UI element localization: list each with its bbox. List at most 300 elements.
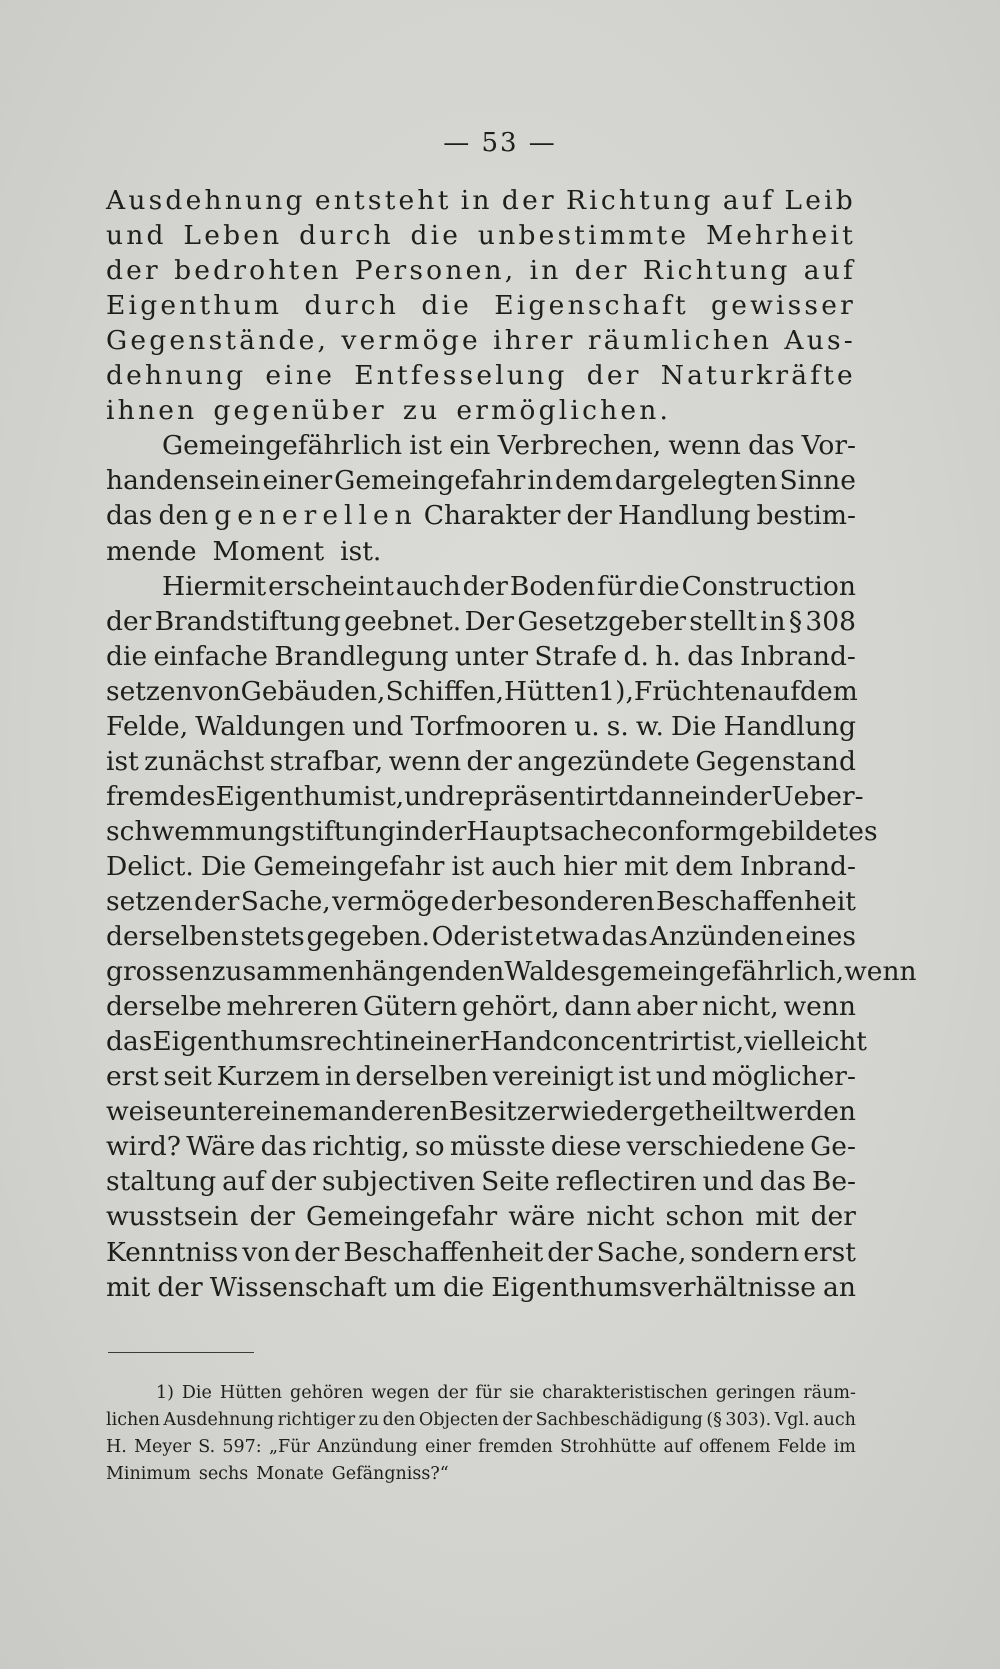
word: durch xyxy=(304,290,400,322)
word: lichen xyxy=(106,1410,160,1430)
word: wird? xyxy=(106,1131,181,1163)
word: das xyxy=(260,1131,307,1163)
word: der xyxy=(501,185,557,216)
word: wegen xyxy=(371,1383,430,1403)
word: fremdes xyxy=(106,780,216,812)
word: charakteristischen xyxy=(542,1383,708,1403)
word: nicht, xyxy=(702,991,779,1023)
word: 1) xyxy=(156,1383,174,1403)
word: und xyxy=(655,1061,707,1093)
word: Hiermit xyxy=(162,570,267,602)
word: der xyxy=(547,1236,593,1268)
word: der xyxy=(157,1271,203,1303)
word: eines xyxy=(785,921,856,953)
word: Gefängniss?“ xyxy=(331,1464,449,1484)
word: strafbar, xyxy=(269,745,384,777)
word: und xyxy=(352,710,404,742)
word: der xyxy=(450,886,496,917)
word: zusammenhängenden xyxy=(211,956,505,988)
word: s. xyxy=(606,710,629,742)
word: Früchten xyxy=(633,675,758,707)
text-line xyxy=(106,1270,856,1306)
word: Sache, xyxy=(240,886,331,917)
word: Hütten xyxy=(219,1383,283,1403)
word: auf xyxy=(663,1437,692,1457)
word: aber xyxy=(636,991,698,1023)
word: Naturkräfte xyxy=(660,360,856,392)
word: Beschaffenheit xyxy=(656,886,856,917)
word: repräsentirt xyxy=(455,780,618,812)
word: der xyxy=(725,780,772,812)
text-line xyxy=(106,639,856,675)
text-line xyxy=(106,498,856,534)
word: anderen xyxy=(337,1096,449,1128)
word: erscheint xyxy=(268,570,394,602)
word: richtiger xyxy=(277,1410,356,1430)
word: der xyxy=(810,1201,856,1233)
word: 1), xyxy=(598,675,634,707)
word: ermöglichen. xyxy=(456,395,672,427)
word: wenn xyxy=(783,991,856,1023)
word: ist xyxy=(500,921,534,953)
word: getheilt xyxy=(651,1096,756,1128)
word: Handlung xyxy=(723,710,856,742)
word: grossen xyxy=(106,956,212,988)
word: seit xyxy=(163,1061,212,1093)
word: die xyxy=(421,290,473,322)
word: subjectiven xyxy=(321,1166,476,1198)
word: den xyxy=(382,1410,416,1430)
word: Gütern xyxy=(363,991,458,1023)
word: in xyxy=(384,1026,410,1058)
word: die xyxy=(443,1271,485,1303)
word: Die xyxy=(670,710,717,742)
word: der xyxy=(194,886,240,917)
word: sechs xyxy=(198,1464,249,1484)
word: Inbrand- xyxy=(740,850,856,882)
word: von xyxy=(192,675,241,707)
text-line xyxy=(106,604,856,640)
word: in xyxy=(460,185,493,216)
word: weise xyxy=(106,1096,183,1128)
word: gemeingefährlich, xyxy=(599,956,845,988)
word: Waldes xyxy=(504,956,600,988)
word: einfache xyxy=(153,640,268,672)
word: mit xyxy=(106,1271,151,1303)
word: müsste xyxy=(449,1131,546,1163)
word: bedrohten xyxy=(174,255,342,287)
word: wenn xyxy=(668,430,741,462)
word: stellt xyxy=(689,605,757,637)
word: Gesetzgeber xyxy=(517,605,687,637)
word: h. xyxy=(655,640,681,672)
word: in xyxy=(529,255,562,287)
word: an xyxy=(823,1271,856,1303)
page-number: — 53 — xyxy=(443,128,557,158)
word: und xyxy=(106,220,167,252)
word: zu xyxy=(358,1410,380,1430)
word: Hand xyxy=(479,1026,553,1058)
word: ist xyxy=(409,430,443,462)
word: angezündete xyxy=(517,745,690,777)
word: ist, xyxy=(363,780,405,812)
word: Boden xyxy=(509,570,596,602)
word: entsteht xyxy=(314,185,452,216)
word: Sache, xyxy=(596,1236,687,1268)
word: handensein xyxy=(106,465,261,497)
word: Gemeingefahr xyxy=(253,850,445,882)
word: in xyxy=(527,465,553,497)
word: derselben xyxy=(106,921,239,953)
text-line xyxy=(106,989,856,1025)
word: Brandstiftung xyxy=(154,605,341,637)
text-line xyxy=(106,288,856,324)
word: das xyxy=(106,1026,153,1058)
word: auf xyxy=(222,1166,265,1198)
word: § xyxy=(788,605,803,637)
word: Die xyxy=(181,1383,212,1403)
word: 303). xyxy=(725,1410,772,1430)
word: Felde xyxy=(777,1437,827,1457)
word: ist xyxy=(451,850,485,882)
word: etwa xyxy=(534,921,600,953)
word: in xyxy=(325,1061,351,1093)
word: dargelegten xyxy=(614,465,778,497)
footnote-line xyxy=(106,1434,856,1460)
word: auf xyxy=(757,675,801,707)
word: im xyxy=(833,1437,856,1457)
text-line xyxy=(106,1059,856,1095)
word: geebnet. xyxy=(344,605,462,637)
word: geringen xyxy=(715,1383,796,1403)
word: Handlung xyxy=(617,500,751,532)
word: das xyxy=(687,640,734,672)
word: der xyxy=(270,1166,317,1198)
word: Ge- xyxy=(810,1131,856,1163)
word: derselben xyxy=(355,1061,489,1093)
word: wusstsein xyxy=(106,1201,239,1233)
text-line xyxy=(106,1199,856,1235)
word: ist, xyxy=(702,1026,745,1058)
text-line xyxy=(106,779,864,815)
word: mit xyxy=(623,850,669,882)
word: der xyxy=(421,815,467,847)
word: unter xyxy=(454,640,529,672)
word: Leben xyxy=(183,220,283,252)
word: hier xyxy=(563,850,617,882)
word: auf xyxy=(803,255,856,287)
word: der xyxy=(294,1236,340,1268)
word: einer xyxy=(262,465,333,497)
word: einer xyxy=(409,1026,480,1058)
word: Eigenschaft xyxy=(494,290,689,322)
text-line xyxy=(106,814,878,850)
word: Personen, xyxy=(354,255,517,287)
word: 308 xyxy=(805,605,856,637)
word: der xyxy=(106,605,152,637)
word: Gebäuden, xyxy=(240,675,386,707)
word: Eigenthumsrecht xyxy=(152,1026,385,1058)
word: conform xyxy=(626,815,739,847)
word: reflectiren xyxy=(555,1166,697,1198)
word: Hütten xyxy=(504,675,599,707)
word: concentrirt xyxy=(552,1026,703,1058)
word: unter xyxy=(182,1096,256,1128)
word: w. xyxy=(635,710,664,742)
word: richtig, xyxy=(312,1131,410,1163)
word: vermöge xyxy=(332,886,450,917)
word: Die xyxy=(200,850,247,882)
word: Be- xyxy=(811,1166,856,1198)
word: fremden xyxy=(478,1437,553,1457)
word: dem xyxy=(555,465,613,497)
word: zu xyxy=(402,395,441,427)
word: „Für xyxy=(268,1437,310,1457)
word: sie xyxy=(509,1383,535,1403)
word: generellen xyxy=(214,500,418,532)
word: Strohhütte xyxy=(560,1437,657,1457)
word: mehreren xyxy=(226,991,359,1023)
word: erst xyxy=(803,1236,856,1268)
word: von xyxy=(242,1236,291,1268)
text-line xyxy=(106,744,856,780)
word: erst xyxy=(106,1061,159,1093)
word: gehört, xyxy=(462,991,560,1023)
word: räumlichen xyxy=(587,325,773,357)
word: bestim- xyxy=(756,500,856,532)
word: der xyxy=(249,1201,295,1233)
word: ist xyxy=(106,745,139,777)
word: S. xyxy=(198,1437,216,1457)
text-line xyxy=(106,218,856,254)
word: Gemeingefährlich xyxy=(162,430,403,462)
word: Vor- xyxy=(801,430,856,462)
word: auch xyxy=(491,850,556,882)
word: ist. xyxy=(340,535,382,567)
word: Felde, xyxy=(106,710,189,742)
word: Charakter xyxy=(423,500,561,532)
word: setzen xyxy=(106,886,193,917)
word: Wäre xyxy=(186,1131,256,1163)
word: sondern xyxy=(690,1236,800,1268)
text-line xyxy=(106,253,856,289)
word: in xyxy=(760,605,786,637)
word: Waldungen xyxy=(195,710,346,742)
word: Aus- xyxy=(784,325,856,357)
word: einer xyxy=(424,1437,471,1457)
word: verschiedene xyxy=(626,1131,805,1163)
word: derselbe xyxy=(106,991,222,1023)
word: das xyxy=(106,500,153,532)
word: möglicher- xyxy=(711,1061,856,1093)
word: der xyxy=(502,1410,533,1430)
word: staltung xyxy=(106,1166,217,1198)
word: der xyxy=(466,745,512,777)
word: wenn xyxy=(388,745,462,777)
word: die xyxy=(106,640,148,672)
word: H. xyxy=(106,1437,127,1457)
text-line xyxy=(106,358,856,394)
word: dem xyxy=(800,675,858,707)
text-line xyxy=(106,463,856,499)
word: den xyxy=(158,500,209,532)
word: wieder xyxy=(559,1096,652,1128)
word: vermöge xyxy=(341,325,481,357)
word: Wissenschaft xyxy=(209,1271,387,1303)
word: Eigenthum xyxy=(215,780,363,812)
word: offenem xyxy=(698,1437,771,1457)
word: ihrer xyxy=(493,325,576,357)
word: Anzündung xyxy=(317,1437,418,1457)
word: Strafe xyxy=(534,640,618,672)
word: Sachbeschädigung xyxy=(535,1410,703,1430)
text-line xyxy=(106,709,856,745)
word: die xyxy=(638,570,680,602)
word: ist xyxy=(618,1061,652,1093)
word: dehnung xyxy=(106,360,247,392)
word: Beschaffenheit xyxy=(343,1236,544,1268)
word: Gegenstände, xyxy=(106,325,330,357)
word: mende xyxy=(106,535,197,567)
text-line xyxy=(106,183,856,219)
word: wäre xyxy=(508,1201,576,1233)
word: Eigenthumsverhältnisse xyxy=(491,1271,816,1303)
word: unbestimmte xyxy=(477,220,690,252)
word: mit xyxy=(755,1201,800,1233)
word: Anzünden xyxy=(649,921,784,953)
word: Delict. xyxy=(106,850,194,882)
word: ein xyxy=(684,780,726,812)
word: Verbrechen, xyxy=(497,430,662,462)
word: und xyxy=(702,1166,754,1198)
word: das xyxy=(759,1166,806,1198)
word: auch xyxy=(813,1410,856,1430)
word: Richtung xyxy=(566,185,714,216)
word: Brandlegung xyxy=(274,640,449,672)
word: der xyxy=(566,500,612,532)
word: gegenüber xyxy=(213,395,387,427)
word: nicht xyxy=(586,1201,655,1233)
word: Seite xyxy=(481,1166,550,1198)
word: besonderen xyxy=(497,886,655,917)
word: ihnen xyxy=(106,395,198,427)
word: diese xyxy=(550,1131,622,1163)
word: schwemmungstiftung xyxy=(106,815,396,847)
word: vielleicht xyxy=(744,1026,867,1058)
word: der xyxy=(462,570,508,602)
word: Mehrheit xyxy=(705,220,856,252)
word: die xyxy=(410,220,462,252)
text-line xyxy=(162,569,856,605)
word: der xyxy=(437,1383,468,1403)
word: der xyxy=(106,255,161,287)
word: zunächst xyxy=(144,745,265,777)
word: Leib xyxy=(784,185,856,216)
text-line xyxy=(106,849,856,885)
word: d. xyxy=(623,640,649,672)
text-line xyxy=(106,534,856,570)
text-line xyxy=(162,428,856,464)
word: Eigenthum xyxy=(106,290,283,322)
word: eine xyxy=(265,360,336,392)
word: Construction xyxy=(681,570,856,602)
word: gebildetes xyxy=(738,815,878,847)
word: Monate xyxy=(256,1464,324,1484)
word: werden xyxy=(755,1096,856,1128)
word: räum- xyxy=(803,1383,856,1403)
word: Minimum xyxy=(106,1464,191,1484)
word: Entfesselung xyxy=(354,360,568,392)
word: der xyxy=(586,360,642,392)
text-line xyxy=(106,1164,856,1200)
word: Torfmooren xyxy=(410,710,568,742)
word: vereinigt xyxy=(492,1061,614,1093)
word: Gemeingefahr xyxy=(334,465,526,497)
word: stets xyxy=(240,921,305,953)
word: Inbrand- xyxy=(739,640,856,672)
footnote-rule xyxy=(108,1352,254,1353)
text-line xyxy=(106,1129,856,1165)
word: Objecten xyxy=(418,1410,499,1430)
word: Richtung xyxy=(642,255,791,287)
word: für xyxy=(597,570,637,602)
word: dann xyxy=(564,991,632,1023)
word: gehören xyxy=(290,1383,364,1403)
word: dann xyxy=(617,780,685,812)
word: auf xyxy=(722,185,776,216)
word: in xyxy=(395,815,422,847)
text-line xyxy=(106,1024,867,1060)
word: auch xyxy=(395,570,461,602)
word: Ausdehnung xyxy=(163,1410,275,1430)
word: Der xyxy=(464,605,515,637)
word: (§ xyxy=(706,1410,722,1430)
word: so xyxy=(415,1131,445,1163)
word: ein xyxy=(449,430,491,462)
footnote-line xyxy=(156,1380,856,1406)
word: Besitzer xyxy=(448,1096,560,1128)
word: um xyxy=(393,1271,436,1303)
word: für xyxy=(475,1383,502,1403)
word: gewisser xyxy=(711,290,856,322)
word: Schiffen, xyxy=(385,675,505,707)
text-line xyxy=(106,919,856,955)
text-line xyxy=(106,1235,856,1271)
text-line xyxy=(106,884,856,920)
text-line xyxy=(106,674,856,710)
text-line xyxy=(106,323,856,359)
word: Meyer xyxy=(134,1437,191,1457)
word: setzen xyxy=(106,675,193,707)
word: das xyxy=(601,921,648,953)
word: Kurzem xyxy=(216,1061,321,1093)
word: Gegenstand xyxy=(695,745,856,777)
footnote-line xyxy=(106,1461,856,1487)
word: Ueber- xyxy=(771,780,864,812)
footnote-line xyxy=(106,1407,856,1433)
word: Ausdehnung xyxy=(106,185,306,216)
word: das xyxy=(748,430,795,462)
word: Sinne xyxy=(779,465,856,497)
text-line xyxy=(106,393,856,429)
word: Hauptsache xyxy=(466,815,627,847)
word: der xyxy=(574,255,630,287)
word: Vgl. xyxy=(774,1410,810,1430)
word: Oder xyxy=(431,921,499,953)
word: Kenntniss xyxy=(106,1236,239,1268)
word: schon xyxy=(665,1201,745,1233)
word: wenn xyxy=(844,956,917,988)
